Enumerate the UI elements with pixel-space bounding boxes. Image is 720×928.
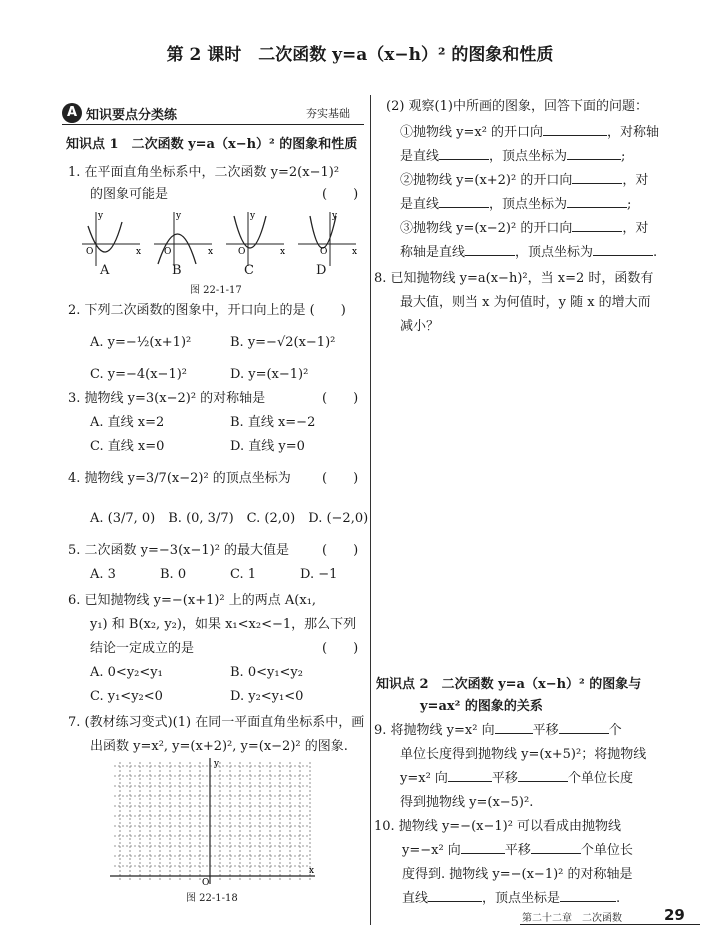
q7-2-c-line1: ③抛物线 y=(x−2)² 的开口向 ，对: [400, 221, 649, 236]
q4-options: A. (3/7, 0) B. (0, 3/7) C. (2,0) D. (−2,0): [90, 511, 369, 526]
q7-2-a-line1: ①抛物线 y=x² 的开口向 ，对称轴: [400, 125, 660, 140]
q7-axis-x: x: [309, 866, 315, 876]
q3-stem: 3. 抛物线 y=3(x−2)² 的对称轴是: [68, 391, 266, 406]
q7-line1: 7. (教材练习变式)(1) 在同一平面直角坐标系中，画: [68, 715, 365, 730]
q2-stem: 2. 下列二次函数的图象中，开口向上的是 ( ): [68, 303, 346, 318]
q1-paren: ( ): [322, 187, 359, 202]
page-title: 第 2 课时 二次函数 y=a（x−h）² 的图象和性质: [166, 45, 554, 65]
svg-text:y: y: [98, 211, 104, 221]
q7-2-intro: (2) 观察(1)中所画的图象，回答下面的问题：: [386, 99, 648, 114]
kp2-heading-line1: 知识点 2 二次函数 y=a（x−h）² 的图象与: [376, 677, 642, 692]
svg-text:y: y: [332, 211, 338, 221]
q5-opt-d: D. −1: [300, 567, 338, 582]
svg-text:O: O: [164, 247, 172, 257]
q4-stem: 4. 抛物线 y=3/7(x−2)² 的顶点坐标为: [68, 471, 291, 486]
q6-paren: ( ): [322, 641, 359, 656]
kp2-heading-line2: y=ax² 的图象的关系: [420, 699, 543, 714]
q3-opt-d: D. 直线 y=0: [230, 439, 305, 454]
q5-opt-b: B. 0: [160, 567, 187, 582]
q7-2-b-line2: 是直线 ，顶点坐标为 ;: [400, 197, 632, 212]
q9-line4: 得到抛物线 y=(x−5)².: [400, 795, 534, 810]
section-subtitle: 夯实基础: [306, 107, 350, 120]
svg-text:x: x: [280, 247, 286, 257]
q10-line2: y=−x² 向 平移 个单位长: [402, 843, 633, 858]
q7-origin: O: [202, 878, 210, 888]
q1-line1: 1. 在平面直角坐标系中，二次函数 y=2(x−1)²: [68, 165, 340, 180]
q2-opt-b: B. y=−√2(x−1)²: [230, 335, 336, 350]
q7-2-b-line1: ②抛物线 y=(x+2)² 的开口向 ，对: [400, 173, 649, 188]
q6-opt-b: B. 0<y₁<y₂: [230, 665, 303, 680]
q4-paren: ( ): [322, 471, 359, 486]
q5-stem: 5. 二次函数 y=−3(x−1)² 的最大值是: [68, 543, 290, 558]
column-divider: [370, 95, 371, 925]
q1-opt-b: B: [172, 263, 182, 278]
q6-line2: y₁) 和 B(x₂, y₂)，如果 x₁<x₂<−1，那么下列: [90, 617, 357, 632]
graph-a: [82, 211, 141, 266]
q6-line1: 6. 已知抛物线 y=−(x+1)² 上的两点 A(x₁,: [68, 593, 317, 608]
q5-opt-c: C. 1: [230, 567, 257, 582]
q6-opt-a: A. 0<y₂<y₁: [90, 665, 163, 680]
page-number: 29: [664, 906, 685, 924]
q3-opt-c: C. 直线 x=0: [90, 439, 165, 454]
q3-opt-a: A. 直线 x=2: [90, 415, 165, 430]
section-letter: A: [62, 103, 82, 123]
q8-line2: 最大值，则当 x 为何值时，y 随 x 的增大而: [400, 295, 651, 310]
q10-line3: 度得到. 抛物线 y=−(x−1)² 的对称轴是: [402, 867, 633, 882]
q7-line2: 出函数 y=x², y=(x+2)², y=(x−2)² 的图象.: [90, 739, 348, 754]
q1-opt-c: C: [244, 263, 254, 278]
svg-text:x: x: [352, 247, 358, 257]
svg-text:O: O: [238, 247, 246, 257]
svg-text:y: y: [176, 211, 182, 221]
footer-chapter: 第二十二章 二次函数: [522, 913, 622, 924]
section-label: 知识要点分类练: [86, 108, 178, 123]
svg-text:x: x: [208, 247, 214, 257]
svg-text:O: O: [320, 247, 328, 257]
q1-caption: 图 22-1-17: [190, 285, 242, 296]
q6-line3: 结论一定成立的是: [90, 641, 195, 656]
q7-grid[interactable]: [110, 758, 320, 888]
q10-line4: 直线 ，顶点坐标是 .: [402, 891, 621, 906]
q7-axis-y: y: [214, 759, 220, 769]
q9-line2: 单位长度得到抛物线 y=(x+5)²；将抛物线: [400, 747, 647, 762]
q5-opt-a: A. 3: [90, 567, 116, 582]
q1-opt-d: D: [316, 263, 327, 278]
section-badge: [62, 103, 272, 123]
q10-line1: 10. 抛物线 y=−(x−1)² 可以看成由抛物线: [374, 819, 622, 834]
graph-c: [226, 211, 285, 266]
q7-2-a-line2: 是直线 ，顶点坐标为 ;: [400, 149, 626, 164]
q1-line2: 的图象可能是: [90, 187, 169, 202]
q7-caption: 图 22-1-18: [186, 893, 238, 904]
kp1-heading: 知识点 1 二次函数 y=a（x−h）² 的图象和性质: [66, 137, 358, 152]
section-rule: [62, 124, 364, 125]
q2-opt-d: D. y=(x−1)²: [230, 367, 309, 382]
q9-line1: 9. 将抛物线 y=x² 向 平移 个: [374, 723, 622, 738]
graph-b: [154, 211, 213, 266]
q2-opt-c: C. y=−4(x−1)²: [90, 367, 187, 382]
q8-line3: 减小？: [400, 319, 440, 334]
q2-opt-a: A. y=−½(x+1)²: [90, 335, 192, 350]
svg-text:O: O: [86, 247, 94, 257]
q9-line3: y=x² 向 平移 个单位长度: [400, 771, 633, 786]
svg-text:x: x: [136, 247, 142, 257]
q6-opt-c: C. y₁<y₂<0: [90, 689, 163, 704]
q8-line1: 8. 已知抛物线 y=a(x−h)²，当 x=2 时，函数有: [374, 271, 654, 286]
q6-opt-d: D. y₂<y₁<0: [230, 689, 304, 704]
q1-opt-a: A: [100, 263, 110, 278]
graph-d: [298, 211, 357, 266]
q3-opt-b: B. 直线 x=−2: [230, 415, 316, 430]
q7-2-c-line2: 称轴是直线 ，顶点坐标为 .: [400, 245, 658, 260]
q5-paren: ( ): [322, 543, 359, 558]
svg-text:y: y: [250, 211, 256, 221]
q3-paren: ( ): [322, 391, 359, 406]
